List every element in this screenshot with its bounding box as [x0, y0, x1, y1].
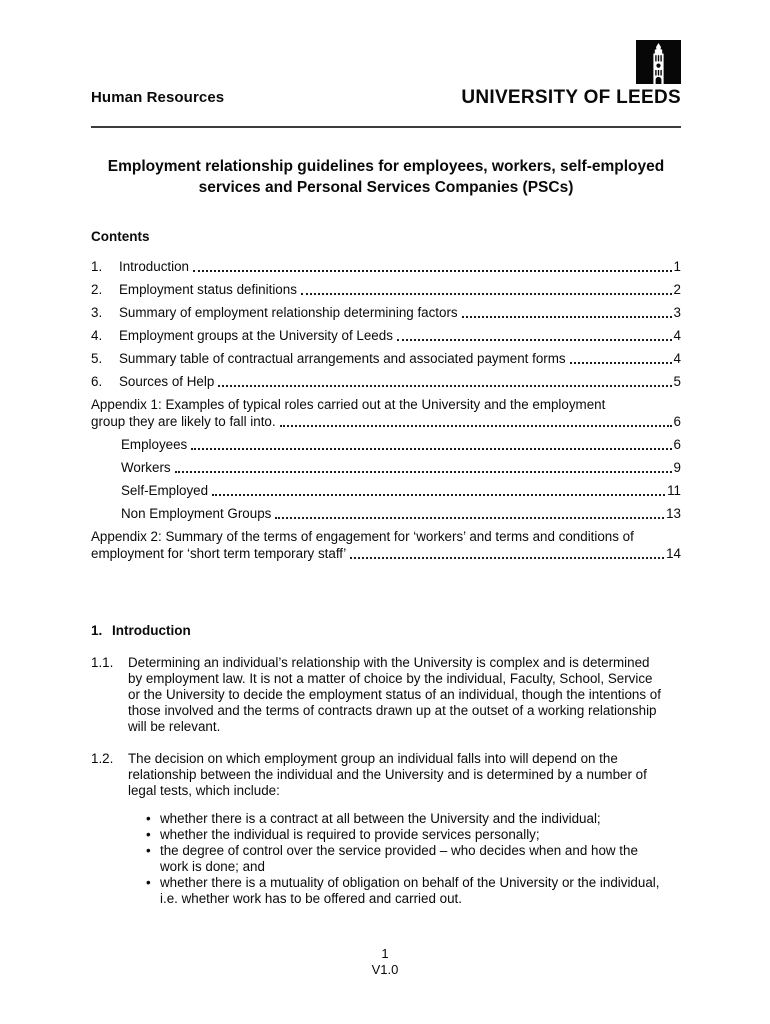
- toc-entry-label: Introduction: [119, 259, 189, 274]
- toc-entry-employment-groups: [91, 328, 681, 344]
- toc-entry-label: Employment groups at the University of Leeds: [119, 328, 393, 343]
- toc-entry-page: 1: [673, 259, 681, 274]
- paragraph-text: Determining an individual’s relationship with the University is complex and is determined by employment law. It is not a matter of choice by the individual, Faculty, School, Service or the University to decide the employment status of an individual, though the intentions of those involved and the terms of contracts drawn up at the outset of a working relationship will be relevant.: [128, 655, 661, 734]
- toc-entry-number: 6.: [91, 374, 103, 389]
- toc-entry-number: 4.: [91, 328, 103, 343]
- paragraph-number: 1.1.: [91, 655, 114, 670]
- toc-entry-appendix-1: [91, 397, 681, 430]
- page-header: [91, 40, 681, 109]
- toc-entry-sources-of-help: [91, 374, 681, 390]
- toc-entry-label: Employees: [121, 437, 188, 452]
- bullet-item: [146, 811, 681, 827]
- dot-leader: [212, 494, 665, 496]
- parkinson-tower-icon: [636, 40, 681, 84]
- toc-entry-page: 11: [667, 483, 681, 498]
- section-1-heading: [91, 623, 681, 639]
- dot-leader: [350, 557, 664, 559]
- toc-entry-number: 5.: [91, 351, 103, 366]
- contents-heading: Contents: [91, 229, 150, 244]
- toc-entry-page: 4: [673, 328, 681, 343]
- toc-entry-determining-factors: [91, 305, 681, 321]
- toc-entry-number: 1.: [91, 259, 103, 274]
- toc-entry-label: Non Employment Groups: [121, 506, 272, 521]
- dot-leader: [280, 425, 672, 427]
- dot-leader: [191, 448, 671, 450]
- bullet-text: whether there is a contract at all between the University and the individual;: [160, 811, 601, 826]
- toc-entry-page: 3: [673, 305, 681, 320]
- page-footer: [0, 946, 770, 978]
- university-wordmark: UNIVERSITY OF LEEDS: [461, 87, 681, 108]
- header-divider: [91, 126, 681, 128]
- section-title: Introduction: [112, 623, 191, 638]
- bullet-item: [146, 843, 681, 875]
- bullet-icon: [146, 875, 160, 907]
- university-logo: [461, 40, 681, 109]
- toc-entry-page: 5: [673, 374, 681, 389]
- toc-subentry-non-employment-groups: [91, 506, 681, 522]
- dot-leader: [193, 270, 672, 272]
- toc-entry-summary-table: [91, 351, 681, 367]
- paragraph-text: The decision on which employment group an individual falls into will depend on the relationship between the individual and the University and is determined by a number of legal tests, which include:: [128, 751, 647, 798]
- dot-leader: [397, 339, 672, 341]
- toc-appendix2-line1: Appendix 2: Summary of the terms of engagement for ‘workers’ and terms and conditions of: [91, 529, 634, 544]
- footer-version: V1.0: [371, 962, 399, 977]
- toc-entry-page: 9: [673, 460, 681, 475]
- toc-entry-page: 13: [666, 506, 681, 521]
- dot-leader: [175, 471, 672, 473]
- bullet-text: whether the individual is required to provide services personally;: [160, 827, 540, 842]
- toc-entry-number: 2.: [91, 282, 103, 297]
- toc-entry-page: 14: [666, 545, 681, 561]
- toc-entry-number: 3.: [91, 305, 103, 320]
- toc-entry-status-definitions: [91, 282, 681, 298]
- paragraph-number: 1.2.: [91, 751, 114, 766]
- dot-leader: [301, 293, 672, 295]
- toc-subentry-self-employed: [91, 483, 681, 499]
- toc-entry-page: 6: [673, 413, 681, 429]
- paragraph-1-2: [91, 751, 681, 799]
- bullet-text: whether there is a mutuality of obligation on behalf of the University or the individual, i.e. whether work has to be offered and carried out.: [160, 875, 660, 906]
- dot-leader: [462, 316, 672, 318]
- bullet-item: [146, 827, 681, 843]
- bullet-icon: [146, 811, 160, 827]
- toc-subentry-workers: [91, 460, 681, 476]
- table-of-contents: [91, 259, 681, 562]
- toc-entry-page: 6: [673, 437, 681, 452]
- dot-leader: [275, 517, 664, 519]
- toc-entry-label: Self-Employed: [121, 483, 209, 498]
- bullet-icon: [146, 827, 160, 843]
- toc-entry-label: Summary table of contractual arrangements and associated payment forms: [119, 351, 566, 366]
- section-number: 1.: [91, 623, 103, 638]
- legal-tests-bullet-list: [146, 811, 681, 907]
- toc-entry-label: Summary of employment relationship determining factors: [119, 305, 458, 320]
- toc-entry-introduction: [91, 259, 681, 275]
- toc-subentry-employees: [91, 437, 681, 453]
- document-title: Employment relationship guidelines for employees, workers, self-employed services and Personal Services Companies (PSCs): [107, 158, 665, 196]
- toc-appendix2-line2: employment for ‘short term temporary staff’: [91, 545, 347, 561]
- toc-entry-label: Workers: [121, 460, 171, 475]
- bullet-icon: [146, 843, 160, 875]
- department-label: Human Resources: [91, 89, 225, 106]
- footer-page-number: 1: [381, 946, 389, 961]
- toc-entry-label: Employment status definitions: [119, 282, 297, 297]
- toc-entry-page: 4: [673, 351, 681, 366]
- toc-appendix1-line1: Appendix 1: Examples of typical roles carried out at the University and the employment: [91, 397, 606, 412]
- dot-leader: [570, 362, 672, 364]
- toc-appendix1-line2: group they are likely to fall into.: [91, 413, 276, 429]
- bullet-item: [146, 875, 681, 907]
- toc-entry-page: 2: [673, 282, 681, 297]
- bullet-text: the degree of control over the service provided – who decides when and how the work is done; and: [160, 843, 638, 874]
- paragraph-1-1: [91, 655, 681, 735]
- dot-leader: [218, 385, 671, 387]
- toc-entry-label: Sources of Help: [119, 374, 215, 389]
- toc-entry-appendix-2: [91, 529, 681, 562]
